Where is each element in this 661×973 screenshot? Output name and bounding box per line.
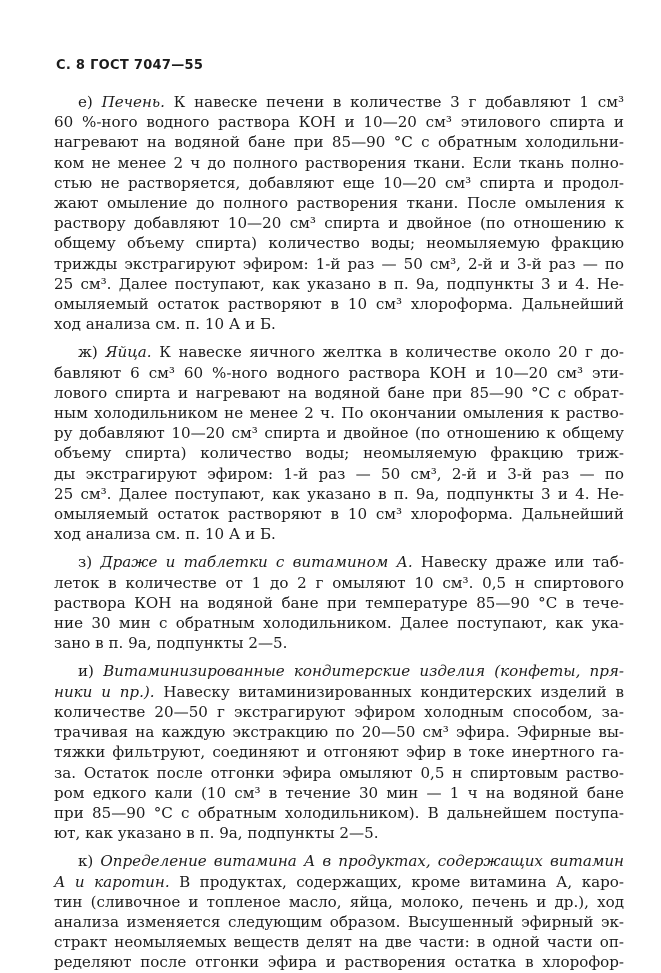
line-text: В продуктах, содержащих, кроме витамина А, каро- [169,872,624,891]
text-line: стракт неомыляемых веществ делят на две части: в одной части оп- [54,933,624,952]
text-line: ние 30 мин с обратным холодильником. Далее поступают, как ука- [54,614,624,633]
paragraph-eggs [54,342,624,544]
text-line: ределяют после отгонки эфира и растворения остатка в хлорофор- [54,953,624,972]
text-line: раствору добавляют 10—20 см³ спирта и двойное (по отношению к [54,214,624,233]
text-line: ют, как указано в п. 9а, подпункты 2—5. [54,824,379,843]
text-line: леток в количестве от 1 до 2 г омыляют 10 см³. 0,5 н спиртового [54,573,624,592]
section-heading-continued: ники и пр.). [54,682,155,701]
text-line: 60 %-ного водного раствора КОН и 10—20 см³ этилового спирта и [54,113,624,132]
line-text: К навеске яичного желтка в количестве около 20 г до- [151,343,624,362]
section-heading: Печень. [101,93,165,111]
text-line: стью не растворяется, добавляют еще 10—20 см³ спирта и продол- [54,173,624,192]
text-line: объему спирта) количество воды; неомыляемую фракцию триж- [54,444,624,463]
text-line: тин (сливочное и топленое масло, яйца, молоко, печень и др.), ход [54,892,624,911]
paragraph-vitamin-carotene [54,851,624,972]
section-heading-continued: А и каротин. [54,872,170,891]
line-text: Навеску драже или таб- [412,553,624,572]
text-line: 25 см³. Далее поступают, как указано в п. 9а, подпункты 3 и 4. Не- [54,274,624,293]
line-text: Навеску витаминизированных кондитерских изделий в [154,682,624,701]
section-heading: Определение витамина А в продуктах, содержащих витамин [100,852,624,871]
paragraph-liver [54,92,624,334]
text-line: ды экстрагируют эфиром: 1-й раз — 50 см³, 2-й и 3-й раз — по [54,464,624,483]
text-line: омыляемый остаток растворяют в 10 см³ хлороформа. Дальнейший [54,295,624,314]
page-header: С. 8 ГОСТ 7047—55 [56,58,204,73]
line-text: К навеске печени в количестве 3 г добавляют 1 см³ [164,93,624,111]
text-line [54,851,624,871]
text-line: трачивая на каждую экстракцию по 20—50 см³ эфира. Эфирные вы- [54,723,624,742]
text-line [54,682,624,702]
text-line: анализа изменяется следующим образом. Высушенный эфирный эк- [54,912,624,931]
section-heading: Витаминизированные кондитерские изделия (конфеты, пря- [103,662,624,681]
text-line: жают омыление до полного растворения ткани. После омыления к [54,194,624,213]
text-line [54,552,624,572]
text-line [54,661,624,681]
document-body [54,92,624,973]
text-line: ным холодильником не менее 2 ч. По окончании омыления к раство- [54,404,624,423]
text-line: при 85—90 °С с обратным холодильником). В дальнейшем поступа- [54,803,624,822]
item-label: ж) [78,343,106,362]
text-line: раствора КОН на водяной бане при температуре 85—90 °С в тече- [54,593,624,612]
text-line: ком не менее 2 ч до полного растворения ткани. Если ткань полно- [54,153,624,172]
text-line: нагревают на водяной бане при 85—90 °С с обратным холодильни- [54,133,624,152]
text-line: зано в п. 9а, подпункты 2—5. [54,634,288,653]
text-line: ру добавляют 10—20 см³ спирта и двойное (по отношению к общему [54,424,624,443]
text-line [54,872,624,892]
text-line: трижды экстрагируют эфиром: 1-й раз — 50 см³, 2-й и 3-й раз — по [54,254,624,273]
text-line [54,342,624,362]
text-line: за. Остаток после отгонки эфира омыляют 0,5 н спиртовым раство- [54,763,624,782]
section-heading: Драже и таблетки с витамином А. [100,553,413,572]
item-label: з) [78,553,101,572]
paragraph-confectionery [54,661,624,843]
text-line: 25 см³. Далее поступают, как указано в п. 9а, подпункты 3 и 4. Не- [54,484,624,503]
item-label: и) [78,662,104,681]
text-line: тяжки фильтруют, соединяют и отгоняют эфир в токе инертного га- [54,743,624,762]
text-line [54,92,624,112]
text-line: лового спирта и нагревают на водяной бане при 85—90 °С с обрат- [54,383,624,402]
text-line: общему объему спирта) количество воды; неомыляемую фракцию [54,234,624,253]
text-line: количестве 20—50 г экстрагируют эфиром холодным способом, за- [54,702,624,721]
section-heading: Яйца. [105,343,152,362]
text-line: ром едкого кали (10 см³ в течение 30 мин — 1 ч на водяной бане [54,783,624,802]
text-line: ход анализа см. п. 10 А и Б. [54,315,276,334]
item-label: к) [78,852,101,871]
item-label: е) [78,93,102,111]
text-line: бавляют 6 см³ 60 %-ного водного раствора КОН и 10—20 см³ эти- [54,363,624,382]
text-line: ход анализа см. п. 10 А и Б. [54,525,276,544]
text-line: омыляемый остаток растворяют в 10 см³ хлороформа. Дальнейший [54,505,624,524]
paragraph-dragee-tablets [54,552,624,653]
